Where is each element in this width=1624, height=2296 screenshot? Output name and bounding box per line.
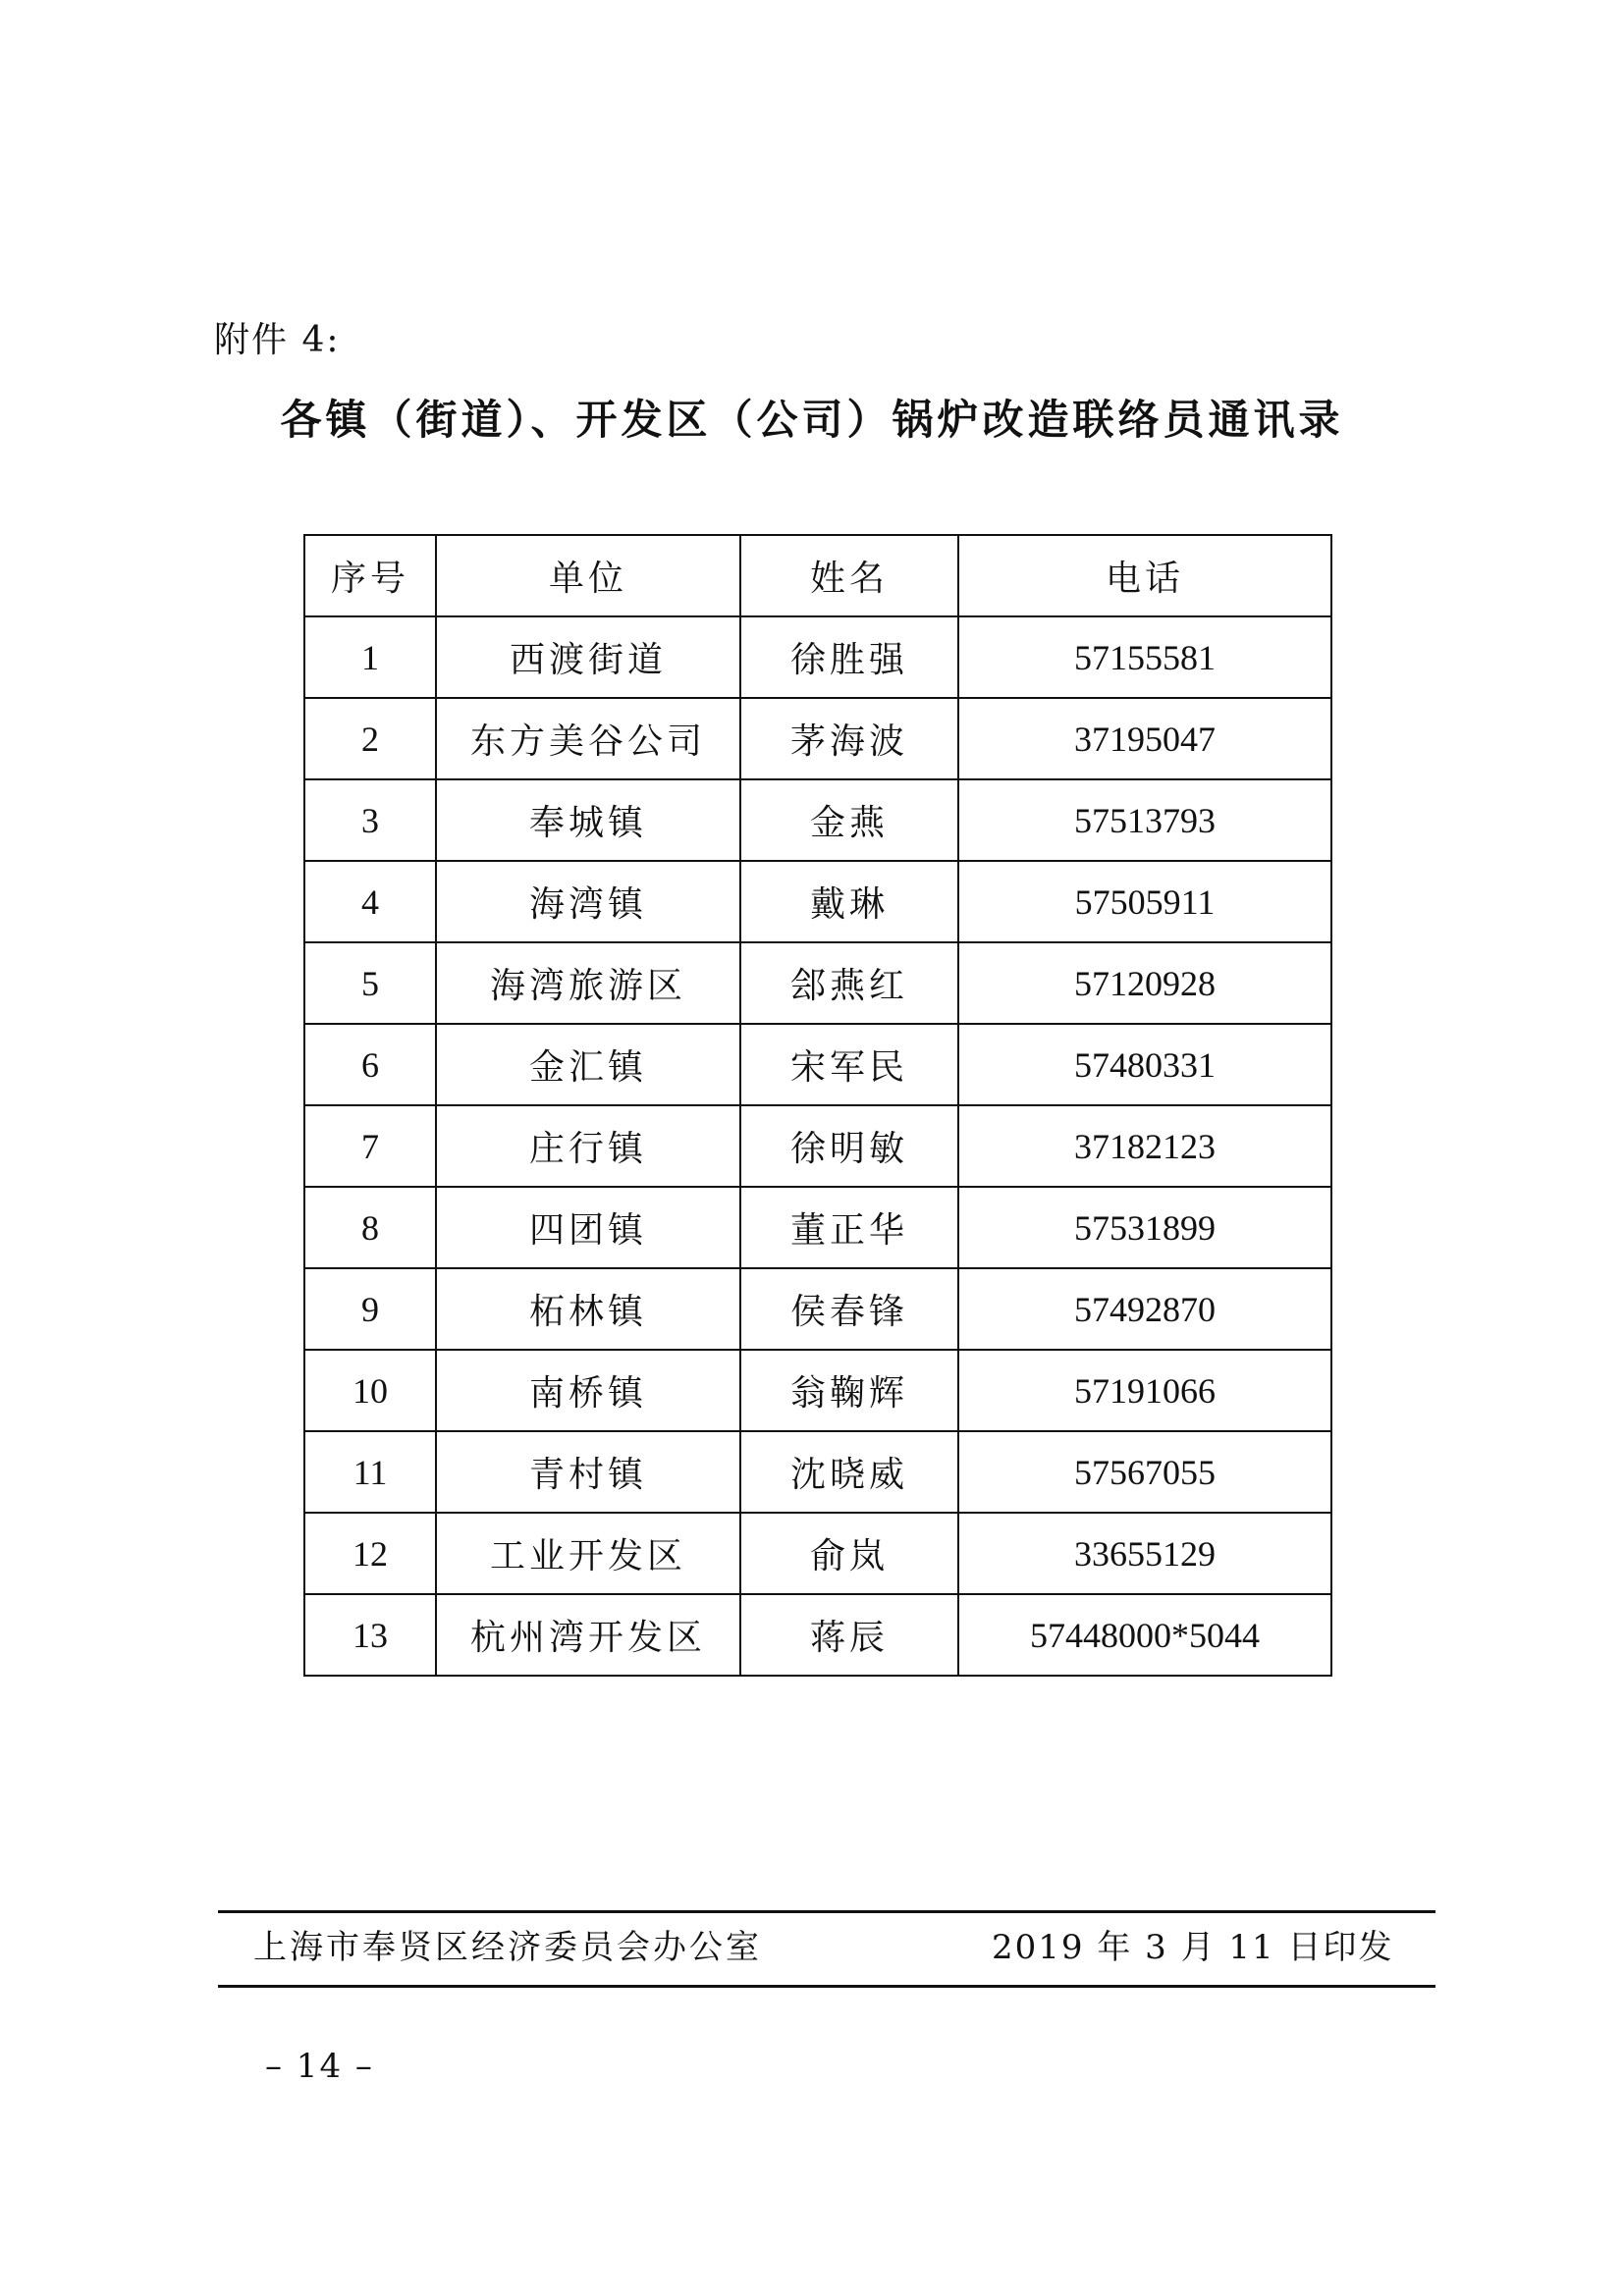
row-name: 徐明敏 [740,1105,958,1187]
header-index: 序号 [304,535,436,616]
table-row [304,1105,1331,1187]
row-phone: 37182123 [958,1105,1331,1187]
row-name: 蒋辰 [740,1594,958,1676]
header-name: 姓名 [740,535,958,616]
table-row [304,861,1331,942]
row-phone: 57492870 [958,1268,1331,1350]
row-phone: 57531899 [958,1187,1331,1268]
issue-date: 2019 年 3 月 11 日印发 [992,1928,1394,1967]
row-index: 2 [304,698,436,779]
header-unit: 单位 [436,535,740,616]
row-phone: 57480331 [958,1024,1331,1105]
row-phone: 57567055 [958,1431,1331,1513]
row-unit: 海湾旅游区 [436,942,740,1024]
row-unit: 庄行镇 [436,1105,740,1187]
header-phone: 电话 [958,535,1331,616]
table-row [304,1513,1331,1594]
row-name: 徐胜强 [740,616,958,698]
row-index: 10 [304,1350,436,1431]
row-unit: 青村镇 [436,1431,740,1513]
row-name: 戴琳 [740,861,958,942]
row-name: 沈晓威 [740,1431,958,1513]
table-row [304,1187,1331,1268]
row-unit: 西渡街道 [436,616,740,698]
row-name: 俞岚 [740,1513,958,1594]
table-row [304,698,1331,779]
row-index: 5 [304,942,436,1024]
table-header-row [304,535,1331,616]
row-index: 12 [304,1513,436,1594]
row-index: 9 [304,1268,436,1350]
footer-rule-bottom [218,1985,1435,1988]
row-phone: 33655129 [958,1513,1331,1594]
row-name: 茅海波 [740,698,958,779]
row-index: 7 [304,1105,436,1187]
row-phone: 57513793 [958,779,1331,861]
row-unit: 奉城镇 [436,779,740,861]
footer-rule-top [218,1910,1435,1913]
contacts-table [303,534,1332,1677]
table-row [304,942,1331,1024]
row-unit: 东方美谷公司 [436,698,740,779]
document-title: 各镇（街道）、开发区（公司）锅炉改造联络员通讯录 [280,396,1344,444]
row-phone: 57155581 [958,616,1331,698]
row-index: 13 [304,1594,436,1676]
row-unit: 杭州湾开发区 [436,1594,740,1676]
row-name: 郐燕红 [740,942,958,1024]
row-index: 4 [304,861,436,942]
row-name: 侯春锋 [740,1268,958,1350]
row-name: 宋军民 [740,1024,958,1105]
table-row [304,779,1331,861]
row-index: 1 [304,616,436,698]
table-row [304,1268,1331,1350]
table-row [304,1350,1331,1431]
row-name: 金燕 [740,779,958,861]
row-unit: 海湾镇 [436,861,740,942]
row-unit: 四团镇 [436,1187,740,1268]
row-phone: 57191066 [958,1350,1331,1431]
row-phone: 37195047 [958,698,1331,779]
attachment-label: 附件 4: [214,320,341,360]
row-index: 8 [304,1187,436,1268]
row-phone: 57505911 [958,861,1331,942]
row-name: 董正华 [740,1187,958,1268]
row-index: 3 [304,779,436,861]
table-row [304,1594,1331,1676]
page-number: – 14 – [265,2047,374,2086]
table-row [304,616,1331,698]
issuer-name: 上海市奉贤区经济委员会办公室 [253,1928,762,1967]
row-index: 11 [304,1431,436,1513]
row-index: 6 [304,1024,436,1105]
table-row [304,1431,1331,1513]
row-unit: 金汇镇 [436,1024,740,1105]
row-name: 翁鞠辉 [740,1350,958,1431]
row-unit: 柘林镇 [436,1268,740,1350]
row-phone: 57120928 [958,942,1331,1024]
row-unit: 工业开发区 [436,1513,740,1594]
row-phone: 57448000*5044 [958,1594,1331,1676]
table-row [304,1024,1331,1105]
row-unit: 南桥镇 [436,1350,740,1431]
